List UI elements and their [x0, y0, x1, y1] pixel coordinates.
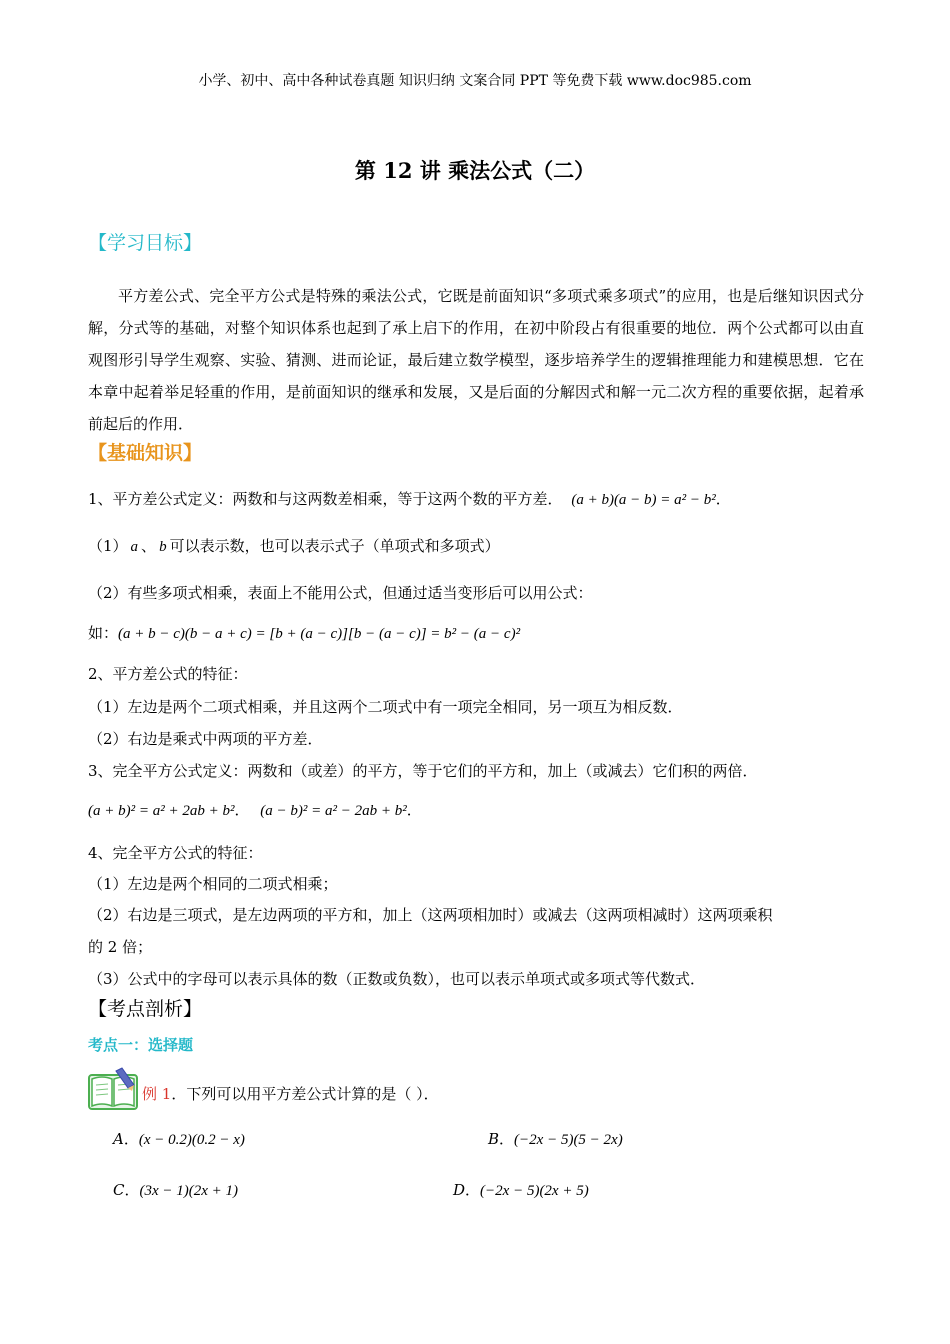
option-b-dot: ． — [499, 1130, 515, 1148]
def1-formula: (a + b)(a − b) = a² − b² — [571, 492, 716, 508]
option-a-dot: ． — [123, 1130, 139, 1148]
intro-paragraph: 平方差公式、完全平方公式是特殊的乘法公式，它既是前面知识“多项式乘多项式”的应用，也是后继知识因式分解，分式等的基础，对整个知识体系也起到了承上启下的作用，在初中阶段占有很重要的地位．两个公式都可以由直观图形引导学生观察、实验、猜测、进而论证，最后建立数学模型，逐步培养学生的逻辑推理能力和建模思想．它在本章中起着举足轻重的作用，是前面知识的继承和发展，又是后面的分解因式和解一元二次方程的重要依据，起着承前起后的作用． — [88, 287, 864, 433]
note1-sep: 、 — [141, 537, 157, 555]
feature4-item2a: （2）右边是三项式，是左边两项的平方和，加上（这两项相加时）或减去（这两项相减时）这两项乘积 — [88, 906, 773, 924]
section-analysis: 【考点剖析】 — [88, 998, 203, 1020]
option-b — [488, 1128, 623, 1149]
def1-text: 1、平方差公式定义：两数和与这两数差相乘，等于这两个数的平方差． — [88, 490, 563, 508]
option-d — [453, 1179, 589, 1200]
exam-point-1: 考点一：选择题 — [88, 1036, 194, 1054]
example-formula: (a + b − c)(b − a + c) = [b + (a − c)][b − (a − c)] = b² − (a − c)² — [118, 626, 521, 642]
def1-end: ． — [715, 490, 731, 508]
def3-formula1: (a + b)² = a² + 2ab + b² — [88, 803, 235, 819]
note2-line: （2）有些多项式相乘，表面上不能用公式，但通过适当变形后可以用公式： — [88, 584, 593, 602]
feature4-title: 4、完全平方公式的特征： — [88, 844, 263, 862]
option-c-formula: (3x − 1)(2x + 1) — [139, 1183, 239, 1199]
def3-end: ． — [406, 801, 422, 819]
note1-line — [88, 535, 500, 556]
def1-line — [88, 488, 731, 509]
example-1-question: ．下列可以用平方差公式计算的是（ ）． — [171, 1085, 439, 1103]
feature2-title: 2、平方差公式的特征： — [88, 665, 248, 683]
example-formula-line — [88, 622, 520, 643]
note1-var-a: a — [130, 539, 139, 555]
def3-formula2: (a − b)² = a² − 2ab + b² — [260, 803, 407, 819]
def3-sep: ． — [234, 801, 250, 819]
option-c — [113, 1179, 238, 1200]
section-learning-goals: 【学习目标】 — [88, 232, 203, 254]
feature4-item1: （1）左边是两个相同的二项式相乘； — [88, 875, 338, 893]
option-a — [113, 1128, 245, 1149]
feature2-item1: （1）左边是两个二项式相乘，并且这两个二项式中有一项完全相同，另一项互为相反数． — [88, 698, 683, 716]
note1-var-b: b — [159, 539, 167, 555]
option-b-label: B — [488, 1130, 500, 1148]
option-d-label: D — [453, 1181, 466, 1199]
example-1-label: 例 1 — [142, 1085, 172, 1103]
example-1-question-line — [142, 1083, 439, 1104]
feature2-item2: （2）右边是乘式中两项的平方差． — [88, 730, 323, 748]
page-title: 第 12 讲 乘法公式（二） — [354, 158, 596, 183]
top-banner: 小学、初中、高中各种试卷真题 知识归纳 文案合同 PPT 等免费下载 www.doc985.com — [198, 73, 752, 89]
note1-prefix: （1） — [88, 537, 128, 555]
option-d-dot: ． — [465, 1181, 481, 1199]
note1-text: 可以表示数，也可以表示式子（单项式和多项式） — [169, 537, 500, 555]
option-c-dot: ． — [124, 1181, 140, 1199]
option-a-formula: (x − 0.2)(0.2 − x) — [138, 1132, 245, 1148]
def3-formula-line — [88, 799, 422, 820]
book-pencil-icon — [88, 1067, 138, 1111]
option-d-formula: (−2x − 5)(2x + 5) — [480, 1183, 589, 1199]
option-c-label: C — [113, 1181, 125, 1199]
def3-text: 3、完全平方公式定义：两数和（或差）的平方，等于它们的平方和，加上（或减去）它们积的两倍． — [88, 762, 758, 780]
feature4-item3: （3）公式中的字母可以表示具体的数（正数或负数），也可以表示单项式或多项式等代数式． — [88, 970, 706, 988]
section-basics: 【基础知识】 — [88, 442, 203, 464]
feature4-item2b: 的 2 倍； — [88, 938, 153, 956]
option-a-label: A — [113, 1130, 124, 1148]
example-prefix: 如： — [88, 624, 119, 642]
option-b-formula: (−2x − 5)(5 − 2x) — [514, 1132, 623, 1148]
